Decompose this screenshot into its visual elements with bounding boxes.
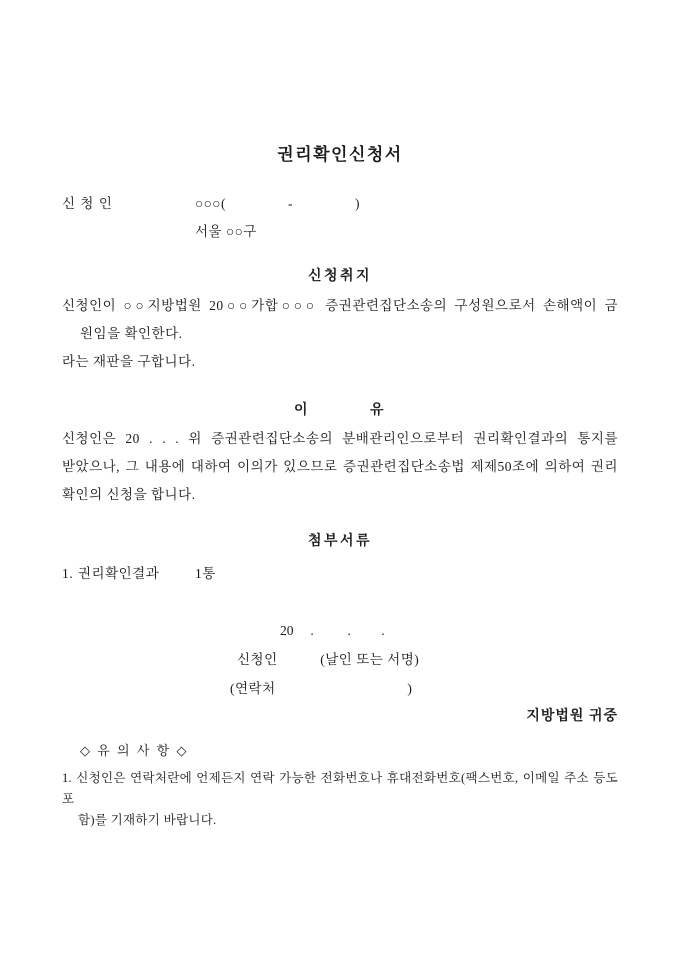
applicant-row [62, 190, 618, 218]
reason-body [62, 425, 618, 509]
attachment-label: 권리확인결과 [78, 566, 160, 581]
applicant-name-field: ○○○( - ) [195, 196, 360, 211]
purpose-line: 라는 재판을 구합니다. [62, 354, 196, 369]
note-line: 1. 신청인은 연락처란에 언제든지 연락 가능한 전화번호나 휴대전화번호(팩스번호, 이메일 주소 등도 포 [62, 771, 618, 806]
signature-date-line: 20 . . . [280, 623, 385, 638]
court-addressee: 지방법원 귀중 [526, 709, 618, 724]
applicant-address: 서울 ○○구 [195, 224, 257, 239]
purpose-heading: 신청취지 [307, 269, 373, 284]
signature-contact-line: (연락처 ) [230, 681, 413, 696]
reason-line: 받았으나, 그 내용에 대하여 이의가 있으므로 증권관련집단소송법 제제50조에 의하여 권리 [62, 459, 618, 474]
reason-line: 확인의 신청을 합니다. [62, 487, 196, 502]
attachment-count: 1통 [195, 566, 216, 581]
notes-heading: ◇ 유 의 사 항 ◇ [80, 743, 189, 758]
attachment-number: 1. [62, 566, 74, 581]
purpose-line: 신청인이 ○○지방법원 20○○가합○○○ 증권관련집단소송의 구성원으로서 손해액이 금 [62, 298, 618, 313]
note-line: 함)를 기재하기 바랍니다. [78, 813, 217, 827]
attachments-heading: 첨부서류 [307, 534, 373, 549]
reason-line: 신청인은 20 . . . 위 증권관련집단소송의 분배관리인으로부터 권리확인결과의 통지를 [62, 431, 618, 446]
purpose-body [62, 292, 618, 376]
signature-applicant-line: 신청인 (날인 또는 서명) [237, 652, 420, 667]
notes-body [62, 768, 618, 831]
reason-heading: 이 유 [293, 403, 387, 418]
document-title: 권리확인신청서 [277, 145, 403, 164]
applicant-section [62, 190, 618, 246]
applicant-label: 신 청 인 [62, 196, 113, 211]
purpose-line: 원임을 확인한다. [80, 326, 183, 341]
attachment-item [62, 563, 618, 585]
